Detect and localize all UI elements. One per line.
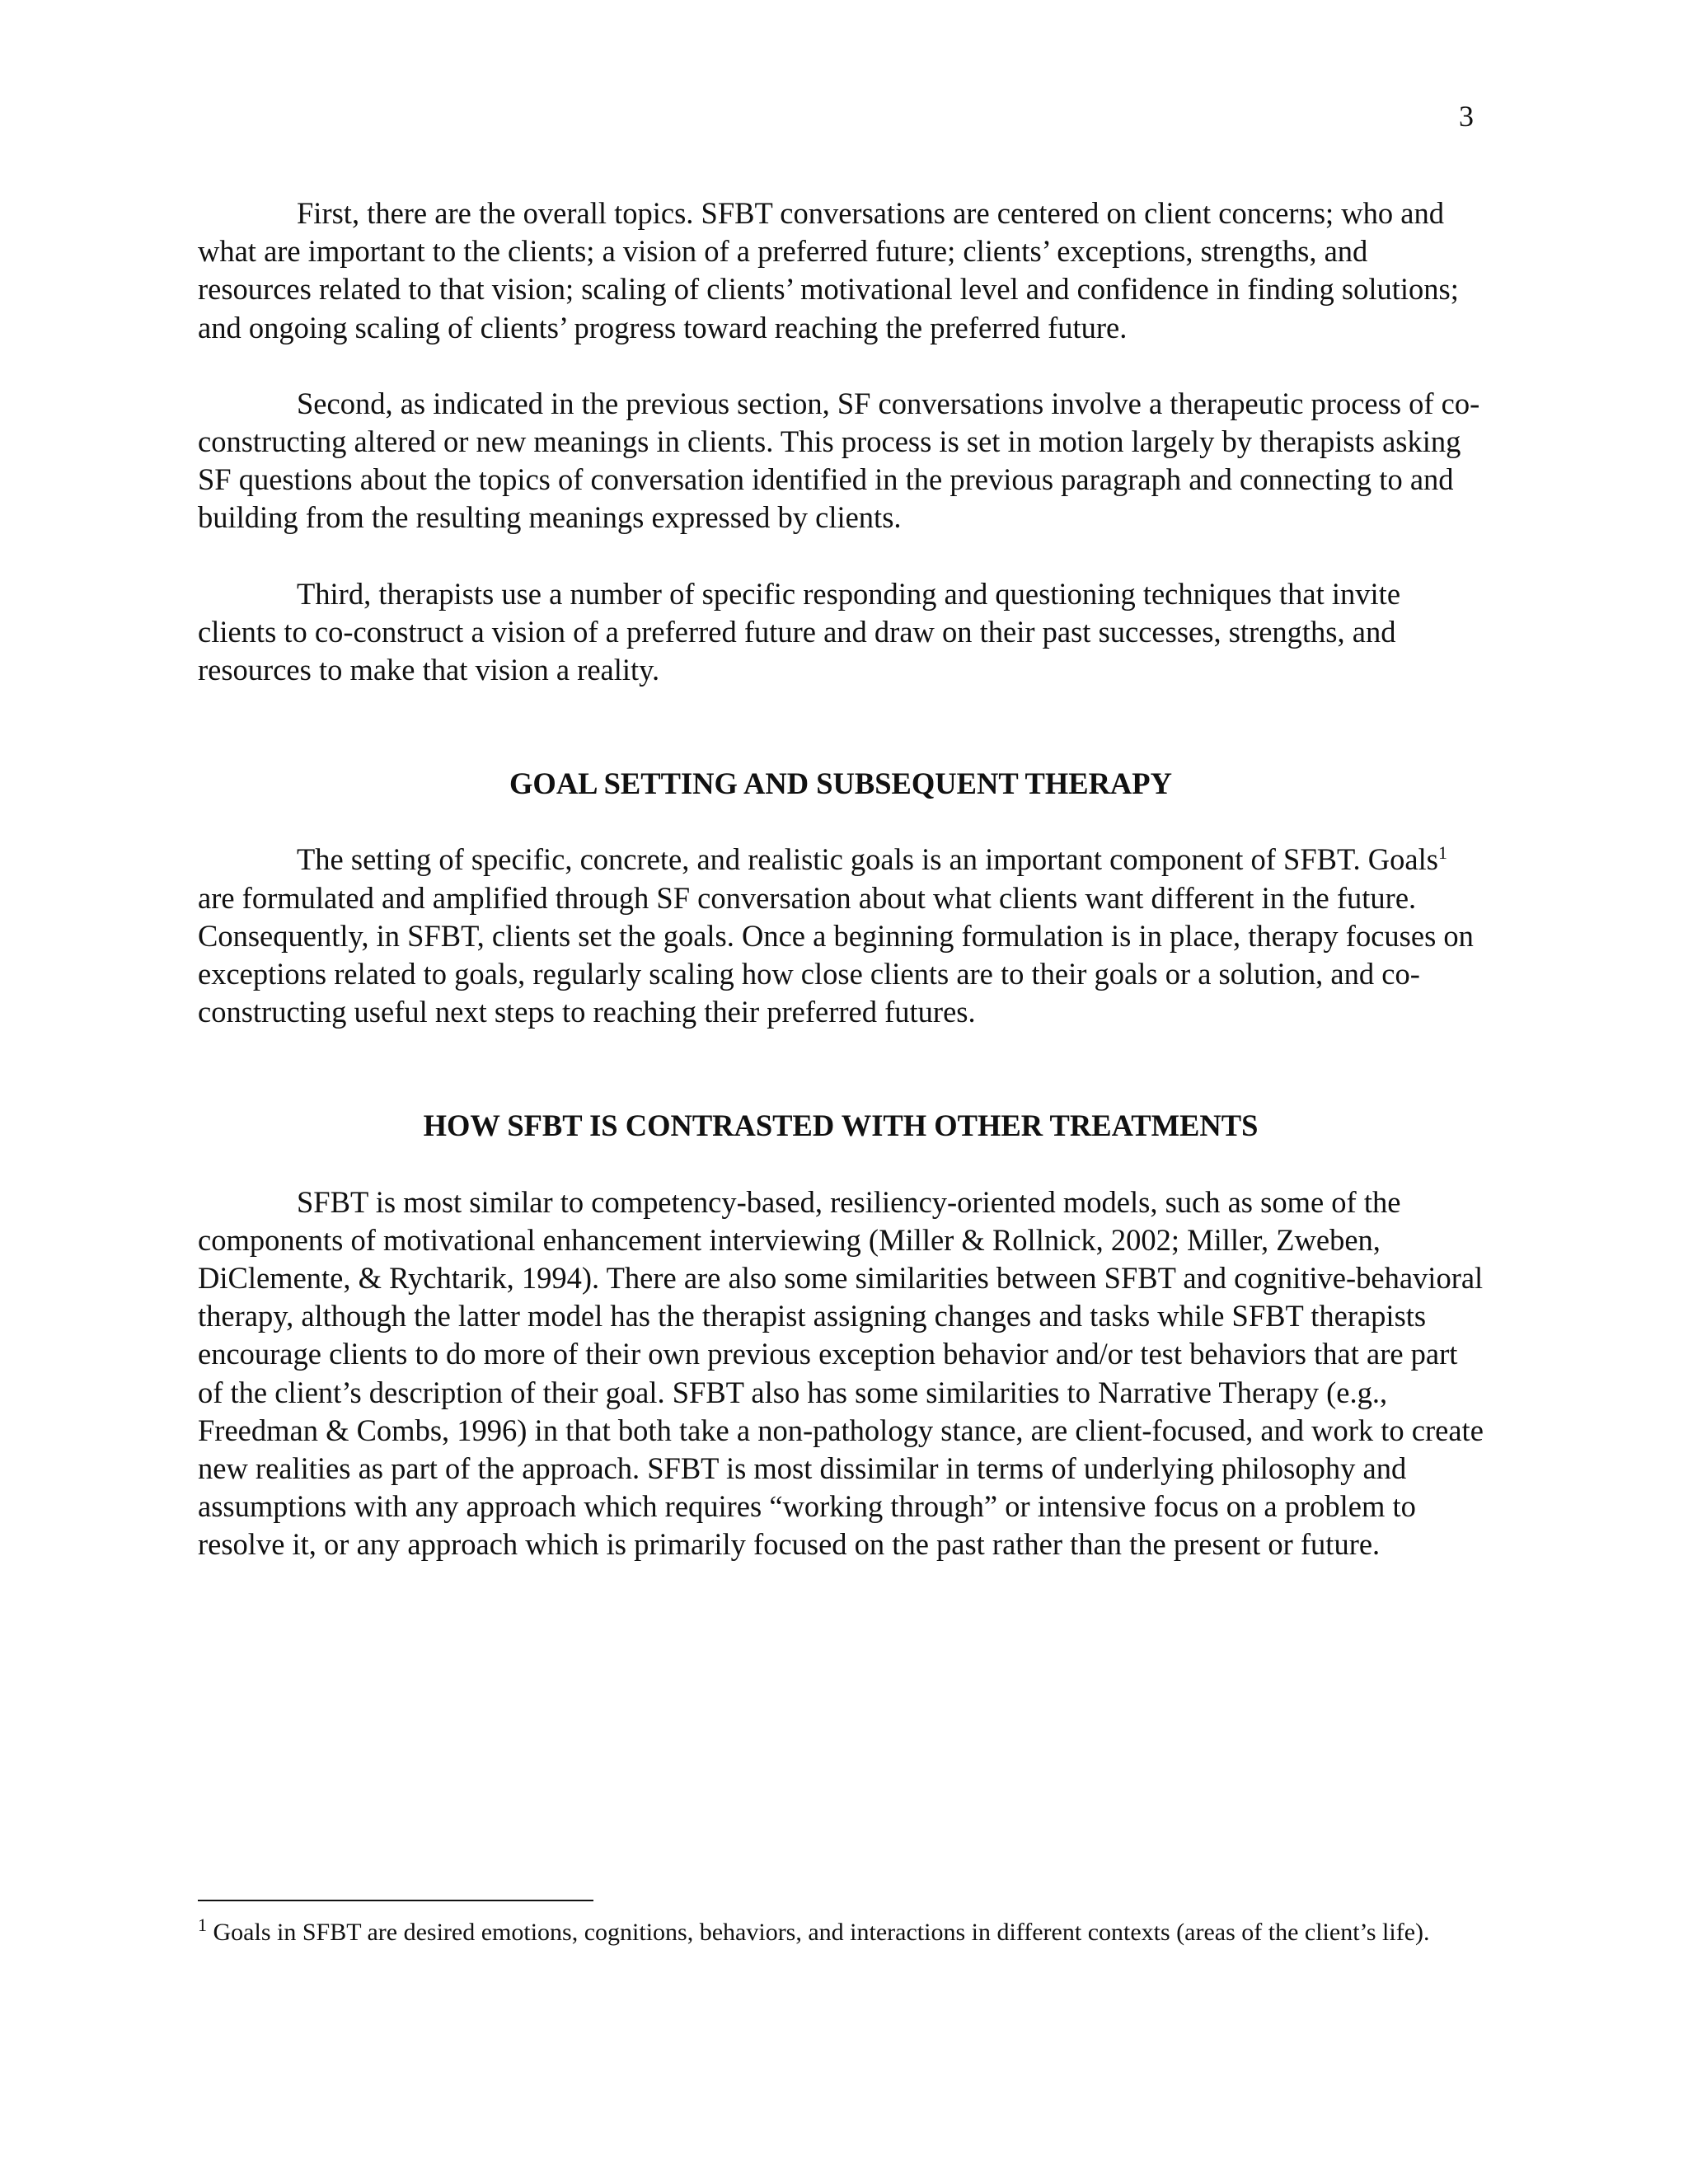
footnote-mark: 1 — [198, 1915, 207, 1935]
paragraph-goal-setting — [198, 841, 1484, 1031]
page-body — [198, 194, 1484, 1564]
paragraph-contrast: SFBT is most similar to competency-based, resiliency-oriented models, such as some of the components of motivational enhancement interviewing (Miller & Rollnick, 2002; Miller, Zweben, DiClemente, & Rychtarik, 1994). There are also some similarities between SFBT and cognitive-behavioral therapy, although the latter model has the therapist assigning changes and tasks while SFBT therapists encourage clients to do more of their own previous exception behavior and/or test behaviors that are part of the client’s description of their goal. SFBT also has some similarities to Narrative Therapy (e.g., Freedman & Combs, 1996) in that both take a non-pathology stance, are client-focused, and work to create new realities as part of the approach. SFBT is most dissimilar in terms of underlying philosophy and assumptions with any approach which requires “working through” or intensive focus on a problem to resolve it, or any approach which is primarily focused on the past rather than the present or future. — [198, 1184, 1484, 1562]
paragraph-techniques: Third, therapists use a number of specific responding and questioning techniques that invite clients to co-construct a vision of a preferred future and draw on their past successes, strengths, and resources to make that vision a reality. — [198, 576, 1401, 687]
goal-text-part2: are formulated and amplified through SF conversation about what clients want different in the future. Consequently, in SFBT, clients set the goals. Once a beginning formulation is in place, therapy focuses on exceptions related to goals, regularly scaling how close clients are to their goals or a solution, and co-constructing useful next steps to reaching their preferred futures. — [198, 880, 1474, 1029]
heading-goal-setting: GOAL SETTING AND SUBSEQUENT THERAPY — [509, 766, 1172, 801]
footnote-separator — [198, 1900, 593, 1901]
paragraph-therapeutic-process: Second, as indicated in the previous section, SF conversations involve a therapeutic process of co-constructing altered or new meanings in clients. This process is set in motion largely by therapists asking SF questions about the topics of conversation identified in the previous paragraph and connecting to and building from the resulting meanings expressed by clients. — [198, 386, 1480, 535]
footnote — [198, 1916, 1451, 1948]
heading-contrast: HOW SFBT IS CONTRASTED WITH OTHER TREATMENTS — [423, 1108, 1259, 1143]
paragraph-overall-topics: First, there are the overall topics. SFBT conversations are centered on client concerns; who and what are important to the clients; a vision of a preferred future; clients’ exceptions, strengths, and resources related to that vision; scaling of clients’ motivational level and confidence in finding solutions; and ongoing scaling of clients’ progress toward reaching the preferred future. — [198, 196, 1459, 344]
footnote-reference: 1 — [1437, 842, 1447, 864]
page-number: 3 — [1459, 100, 1474, 133]
footnote-text: Goals in SFBT are desired emotions, cognitions, behaviors, and interactions in different contexts (areas of the client’s life). — [207, 1919, 1430, 1946]
goal-text-part1: The setting of specific, concrete, and realistic goals is an important component of SFBT. Goals — [297, 842, 1438, 877]
